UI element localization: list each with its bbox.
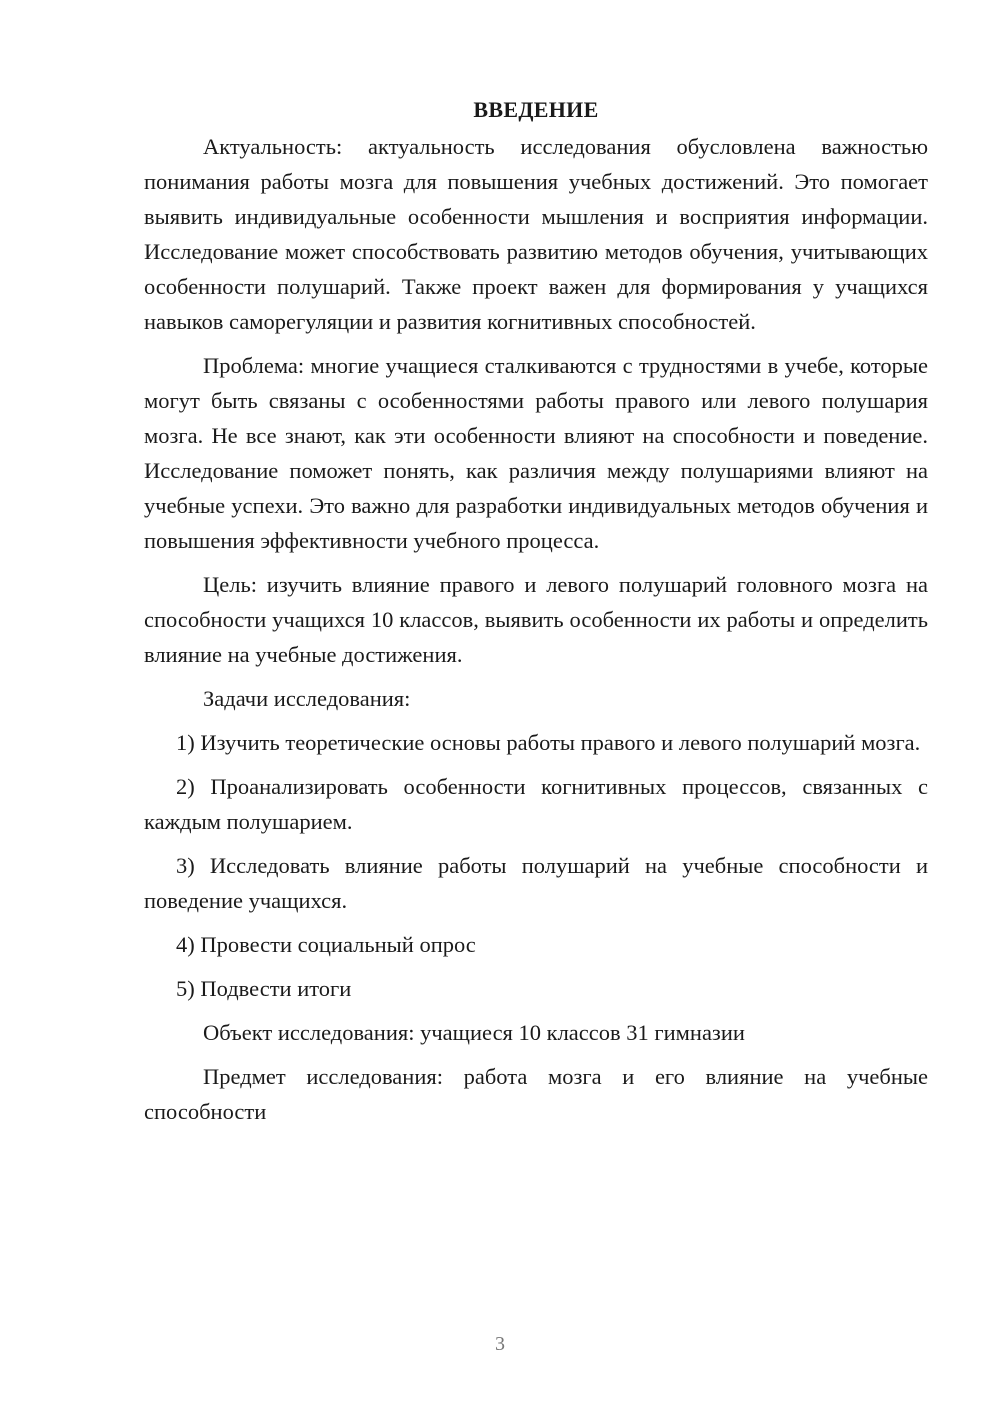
paragraph-subject: Предмет исследования: работа мозга и его влияние на учебные способности (144, 1064, 928, 1124)
task-item-2: 2) Проанализировать особенности когнитивных процессов, связанных с каждым полушарием. (144, 774, 928, 834)
paragraph-problem: Проблема: многие учащиеся сталкиваются с трудностями в учебе, которые могут быть связаны с особенностями работы правого или левого полушария мозга. Не все знают, как эти особенности влияют на способности и поведение. Исследование поможет понять, как различия между полушариями влияют на учебные успехи. Это важно для разработки индивидуальных методов обучения и повышения эффективности учебного процесса. (144, 353, 928, 553)
paragraph-goal: Цель: изучить влияние правого и левого полушарий головного мозга на способности учащихся 10 классов, выявить особенности их работы и определить влияние на учебные достижения. (144, 572, 928, 667)
page-number: 3 (495, 1333, 505, 1355)
task-item-3: 3) Исследовать влияние работы полушарий на учебные способности и поведение учащихся. (144, 853, 928, 913)
paragraph-relevance: Актуальность: актуальность исследования обусловлена важностью понимания работы мозга для повышения учебных достижений. Это помогает выявить индивидуальные особенности мышления и восприятия информации. Исследование может способствовать развитию методов обучения, учитывающих особенности полушарий. Также проект важен для формирования у учащихся навыков саморегуляции и развития когнитивных способностей. (144, 134, 928, 334)
task-item-4: 4) Провести социальный опрос (176, 932, 476, 957)
task-item-5: 5) Подвести итоги (176, 976, 352, 1001)
paragraph-object: Объект исследования: учащиеся 10 классов 31 гимназии (203, 1020, 745, 1045)
section-title: ВВЕДЕНИЕ (473, 97, 599, 122)
page-content (144, 95, 928, 1129)
paragraph-tasks-heading: Задачи исследования: (203, 686, 411, 711)
task-item-1: 1) Изучить теоретические основы работы правого и левого полушарий мозга. (176, 730, 921, 755)
